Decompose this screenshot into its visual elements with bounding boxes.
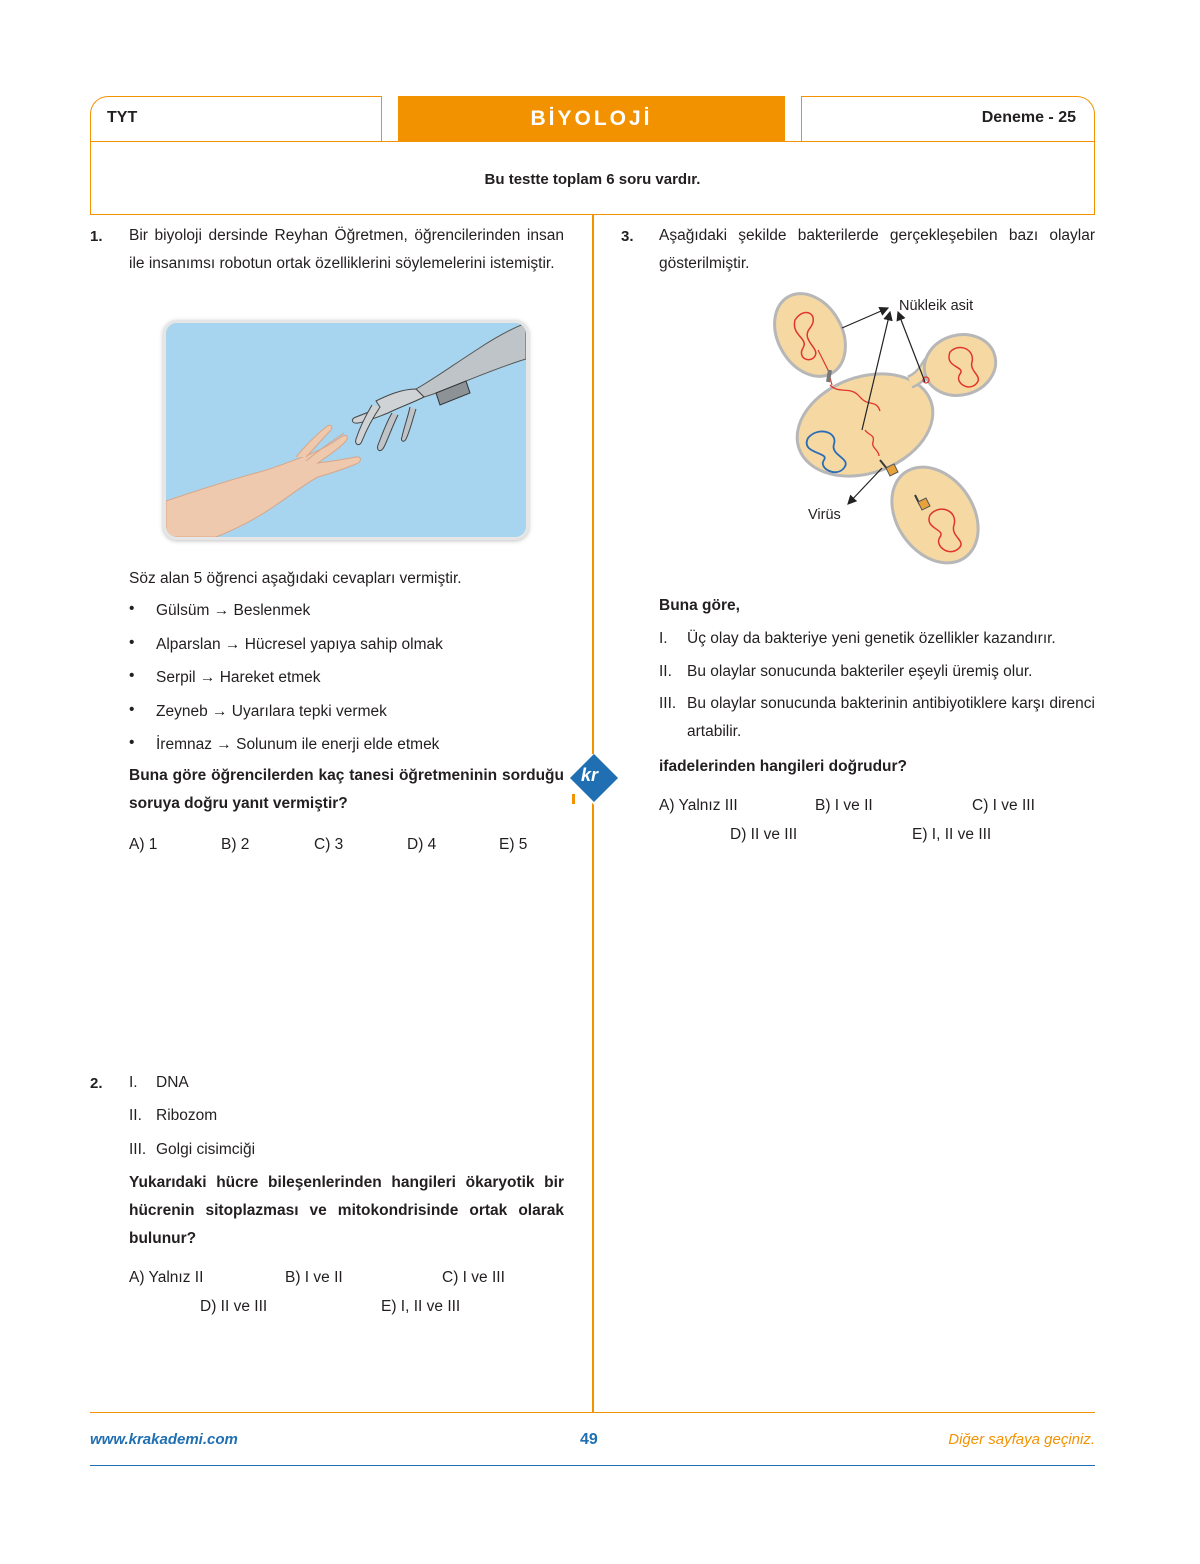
bullet-icon: • (129, 734, 135, 751)
q3-roman: II. (659, 663, 672, 680)
q3-lead: Buna göre, (659, 597, 740, 614)
q2-option-d[interactable]: D) II ve III (200, 1298, 268, 1315)
q3-option-a[interactable]: A) Yalnız III (659, 797, 738, 814)
q3-number: 3. (621, 228, 634, 245)
q3-statement: Bu olaylar sonucunda bakteriler eşeyli üremiş olur. (687, 663, 1033, 680)
q1-option-d[interactable]: D) 4 (407, 836, 437, 853)
q2-roman: III. (129, 1141, 147, 1158)
q2-item: Ribozom (156, 1107, 218, 1124)
q3-roman: I. (659, 630, 668, 647)
footer-next-page: Diğer sayfaya geçiniz. (948, 1431, 1095, 1448)
q2-item: Golgi cisimciği (156, 1141, 256, 1158)
q2-roman: I. (129, 1074, 138, 1091)
footer-url[interactable]: www.krakademi.com (90, 1431, 238, 1448)
q1-answer: Gülsüm → Beslenmek (156, 602, 311, 619)
q1-option-e[interactable]: E) 5 (499, 836, 528, 853)
bullet-icon: • (129, 634, 135, 651)
bullet-icon: • (129, 667, 135, 684)
q1-hand-robot-image (163, 320, 529, 540)
q3-intro: Aşağıdaki şekilde bakterilerde gerçekleşebilen bazı olaylar gösterilmiştir. (659, 227, 1095, 272)
q1-option-c[interactable]: C) 3 (314, 836, 344, 853)
bacteria-diagram (770, 290, 1040, 570)
header-left-box (90, 96, 382, 142)
q2-number: 2. (90, 1075, 103, 1092)
exam-type: TYT (107, 109, 138, 126)
q1-number: 1. (90, 228, 103, 245)
header-right-box (801, 96, 1095, 142)
label-virus: Virüs (808, 507, 841, 523)
q1-answer: Serpil → Hareket etmek (156, 669, 321, 686)
q3-option-d[interactable]: D) II ve III (730, 826, 798, 843)
q1-option-a[interactable]: A) 1 (129, 836, 158, 853)
q3-option-c[interactable]: C) I ve III (972, 797, 1035, 814)
column-divider (592, 214, 594, 1412)
page-number: 49 (580, 1431, 598, 1448)
q3-statement: Bu olaylar sonucunda bakterinin antibiyotiklere karşı direnci artabilir. (687, 695, 1095, 740)
q3-statement: Üç olay da bakteriye yeni genetik özellikler kazandırır. (687, 630, 1056, 647)
subject-title: BİYOLOJİ (398, 96, 785, 142)
q3-roman: III. (659, 695, 677, 712)
q2-roman: II. (129, 1107, 142, 1124)
q2-option-e[interactable]: E) I, II ve III (381, 1298, 461, 1315)
q1-question: Buna göre öğrencilerden kaç tanesi öğretmeninin sorduğu soruya doğru yanıt vermiştir? (129, 767, 564, 812)
q1-intro: Bir biyoloji dersinde Reyhan Öğretmen, öğrencilerinden insan ile insanımsı robotun ortak özelliklerini söylemelerini istemiştir. (129, 227, 564, 272)
logo-text: kr (581, 765, 599, 785)
test-info: Bu testte toplam 6 soru vardır. (90, 141, 1095, 215)
bullet-icon: • (129, 701, 135, 718)
q3-option-e[interactable]: E) I, II ve III (912, 826, 992, 843)
publisher-logo (566, 754, 622, 810)
footer-top-line (90, 1412, 1095, 1413)
exam-number: Deneme - 25 (981, 109, 1076, 126)
q1-answer: İremnaz → Solunum ile enerji elde etmek (156, 736, 440, 753)
footer-bottom-line (90, 1465, 1095, 1466)
q3-question: ifadelerinden hangileri doğrudur? (659, 758, 908, 775)
q2-option-a[interactable]: A) Yalnız II (129, 1269, 204, 1286)
q3-option-b[interactable]: B) I ve II (815, 797, 873, 814)
q2-item: DNA (156, 1074, 189, 1091)
q1-option-b[interactable]: B) 2 (221, 836, 250, 853)
q1-answer: Zeyneb → Uyarılara tepki vermek (156, 703, 387, 720)
q2-option-b[interactable]: B) I ve II (285, 1269, 343, 1286)
q2-question: Yukarıdaki hücre bileşenlerinden hangileri ökaryotik bir hücrenin sitoplazması ve mitokondrisinde ortak olarak bulunur? (129, 1174, 564, 1247)
bullet-icon: • (129, 600, 135, 617)
q1-answer: Alparslan → Hücresel yapıya sahip olmak (156, 636, 443, 653)
label-nucleic-acid: Nükleik asit (899, 298, 974, 314)
q1-lead: Söz alan 5 öğrenci aşağıdaki cevapları vermiştir. (129, 570, 462, 587)
q2-option-c[interactable]: C) I ve III (442, 1269, 505, 1286)
